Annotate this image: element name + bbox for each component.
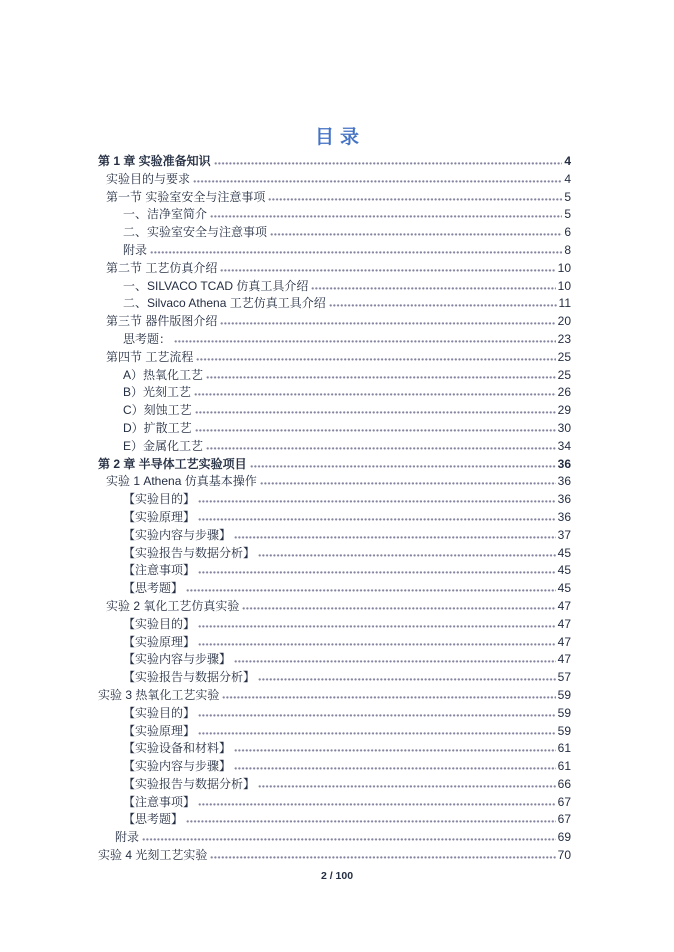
toc-leader-dots	[195, 429, 556, 432]
toc-entry-page: 47	[557, 652, 571, 667]
toc-leader-dots	[220, 269, 555, 272]
toc-leader-dots	[234, 749, 556, 752]
toc-leader-dots	[210, 215, 562, 218]
toc-entry[interactable]	[0, 598, 674, 616]
toc-entry-label: 【实验报告与数据分析】	[123, 545, 256, 560]
toc-leader-dots	[311, 287, 555, 290]
toc-entry-label: 【注意事项】	[123, 794, 196, 809]
toc-entry[interactable]	[0, 616, 674, 634]
toc-entry-page: 5	[564, 207, 571, 222]
toc-entry-page: 67	[557, 812, 571, 827]
toc-entry[interactable]	[0, 794, 674, 812]
toc-leader-dots	[258, 554, 556, 557]
toc-list	[0, 153, 674, 865]
toc-leader-dots	[220, 322, 555, 325]
toc-entry-page: 59	[557, 687, 571, 702]
toc-leader-dots	[206, 447, 556, 450]
toc-entry[interactable]	[0, 705, 674, 723]
toc-entry[interactable]	[0, 562, 674, 580]
toc-entry-page: 61	[557, 759, 571, 774]
toc-entry[interactable]	[0, 153, 674, 171]
toc-entry-page: 47	[557, 598, 571, 613]
toc-entry[interactable]	[0, 723, 674, 741]
toc-entry-page: 34	[557, 438, 571, 453]
toc-entry-page: 59	[557, 723, 571, 738]
toc-entry-page: 10	[557, 260, 571, 275]
toc-entry[interactable]	[0, 847, 674, 865]
toc-entry[interactable]	[0, 491, 674, 509]
toc-entry[interactable]	[0, 473, 674, 491]
toc-entry[interactable]	[0, 527, 674, 545]
toc-entry-label: 一、SILVACO TCAD 仿真工具介绍	[123, 278, 309, 293]
toc-entry-label: 【实验原理】	[123, 634, 196, 649]
toc-entry[interactable]	[0, 580, 674, 598]
toc-entry-label: 第一节 实验室安全与注意事项	[106, 189, 266, 204]
toc-entry[interactable]	[0, 242, 674, 260]
toc-leader-dots	[142, 838, 556, 841]
toc-entry-page: 36	[557, 474, 571, 489]
toc-entry-label: 第四节 工艺流程	[106, 349, 194, 364]
toc-entry-label: 第 2 章 半导体工艺实验项目	[98, 456, 247, 471]
toc-entry-label: 【思考题】	[123, 581, 184, 596]
toc-entry[interactable]	[0, 189, 674, 207]
toc-entry-page: 66	[557, 776, 571, 791]
toc-entry-page: 6	[564, 225, 571, 240]
toc-leader-dots	[329, 304, 557, 307]
toc-leader-dots	[258, 678, 556, 681]
toc-entry-label: A）热氧化工艺	[123, 367, 204, 382]
toc-entry-label: 实验 2 氧化工艺仿真实验	[106, 598, 240, 613]
toc-leader-dots	[186, 820, 556, 823]
toc-leader-dots	[150, 251, 562, 254]
toc-entry-page: 23	[557, 331, 571, 346]
toc-entry-page: 11	[558, 296, 571, 311]
toc-entry[interactable]	[0, 438, 674, 456]
toc-entry-label: 第二节 工艺仿真介绍	[106, 260, 218, 275]
toc-entry[interactable]	[0, 456, 674, 474]
toc-entry-page: 5	[564, 189, 571, 204]
toc-entry-page: 70	[557, 848, 571, 863]
toc-entry-label: 实验 4 光刻工艺实验	[98, 848, 208, 863]
toc-entry[interactable]	[0, 545, 674, 563]
toc-entry[interactable]	[0, 367, 674, 385]
toc-entry[interactable]	[0, 740, 674, 758]
toc-entry-page: 36	[557, 509, 571, 524]
toc-entry-label: C）刻蚀工艺	[123, 403, 192, 418]
toc-entry-label: 【实验设备和材料】	[123, 741, 232, 756]
toc-entry-page: 45	[557, 563, 571, 578]
toc-entry-label: 【实验原理】	[123, 723, 196, 738]
toc-entry-label: 【思考题】	[123, 812, 184, 827]
toc-entry-label: 二、实验室安全与注意事项	[123, 225, 268, 240]
toc-entry-page: 25	[557, 349, 571, 364]
toc-entry-page: 59	[557, 705, 571, 720]
toc-entry-page: 30	[557, 420, 571, 435]
toc-entry-page: 25	[557, 367, 571, 382]
page-title: 目录	[314, 127, 365, 148]
toc-entry-label: E）金属化工艺	[123, 438, 204, 453]
toc-entry[interactable]	[0, 260, 674, 278]
toc-entry-page: 37	[557, 527, 571, 542]
toc-leader-dots	[198, 500, 556, 503]
toc-entry[interactable]	[0, 206, 674, 224]
toc-leader-dots	[206, 376, 556, 379]
toc-leader-dots	[186, 589, 556, 592]
toc-leader-dots	[234, 767, 556, 770]
toc-leader-dots	[214, 162, 563, 165]
toc-entry-page: 36	[557, 492, 571, 507]
toc-entry[interactable]	[0, 313, 674, 331]
toc-entry-label: D）扩散工艺	[123, 420, 192, 435]
toc-leader-dots	[250, 465, 556, 468]
toc-leader-dots	[198, 732, 556, 735]
toc-entry[interactable]	[0, 384, 674, 402]
toc-entry[interactable]	[0, 758, 674, 776]
toc-entry-label: 实验 1 Athena 仿真基本操作	[106, 474, 257, 489]
toc-leader-dots	[198, 571, 556, 574]
toc-leader-dots	[193, 180, 562, 183]
toc-leader-dots	[196, 358, 555, 361]
toc-entry-label: 一、洁净室简介	[123, 207, 208, 222]
toc-entry[interactable]	[0, 278, 674, 296]
toc-leader-dots	[198, 714, 556, 717]
toc-entry-page: 10	[557, 278, 571, 293]
toc-entry-label: 【实验目的】	[123, 492, 196, 507]
toc-entry-label: 【实验报告与数据分析】	[123, 776, 256, 791]
toc-entry-label: 二、Silvaco Athena 工艺仿真工具介绍	[123, 296, 326, 311]
toc-entry-label: 实验 3 热氧化工艺实验	[98, 687, 220, 702]
page-number-indicator: 2 / 100	[320, 870, 354, 882]
toc-entry-label: 第三节 器件版图介绍	[106, 314, 218, 329]
toc-entry[interactable]	[0, 295, 674, 313]
toc-entry-page: 67	[557, 794, 571, 809]
toc-leader-dots	[198, 625, 556, 628]
toc-entry[interactable]	[0, 402, 674, 420]
toc-entry-page: 4	[564, 154, 571, 168]
toc-entry-label: 【实验报告与数据分析】	[123, 670, 256, 685]
toc-entry-label: 【实验内容与步骤】	[123, 759, 232, 774]
toc-leader-dots	[234, 536, 556, 539]
toc-leader-dots	[270, 233, 562, 236]
toc-entry-label: 【实验原理】	[123, 509, 196, 524]
toc-entry-label: 附录	[115, 830, 140, 845]
toc-entry-page: 45	[557, 545, 571, 560]
toc-entry-label: 思考题：	[123, 331, 172, 346]
toc-entry-page: 29	[557, 403, 571, 418]
toc-leader-dots	[195, 411, 556, 414]
toc-leader-dots	[174, 340, 556, 343]
toc-leader-dots	[260, 482, 556, 485]
toc-entry-label: 【实验目的】	[123, 705, 196, 720]
toc-entry[interactable]	[0, 349, 674, 367]
toc-entry-label: 第 1 章 实验准备知识	[98, 154, 211, 168]
toc-leader-dots	[198, 518, 556, 521]
toc-entry-label: 【实验目的】	[123, 616, 196, 631]
toc-entry-page: 4	[564, 171, 571, 186]
toc-entry[interactable]	[0, 331, 674, 349]
toc-entry-label: 【实验内容与步骤】	[123, 652, 232, 667]
toc-entry[interactable]	[0, 509, 674, 527]
toc-leader-dots	[198, 803, 556, 806]
toc-entry[interactable]	[0, 776, 674, 794]
toc-entry-page: 8	[564, 242, 571, 257]
toc-entry-page: 47	[557, 634, 571, 649]
toc-entry[interactable]	[0, 811, 674, 829]
toc-entry[interactable]	[0, 651, 674, 669]
toc-entry-page: 47	[557, 616, 571, 631]
toc-entry-label: 【实验内容与步骤】	[123, 527, 232, 542]
toc-entry[interactable]	[0, 420, 674, 438]
toc-entry-label: B）光刻工艺	[123, 385, 192, 400]
toc-entry[interactable]	[0, 634, 674, 652]
toc-entry-page: 45	[557, 581, 571, 596]
toc-entry[interactable]	[0, 669, 674, 687]
toc-entry-page: 20	[557, 314, 571, 329]
toc-leader-dots	[210, 856, 555, 859]
toc-leader-dots	[258, 785, 556, 788]
toc-leader-dots	[194, 393, 556, 396]
toc-leader-dots	[234, 660, 556, 663]
toc-entry[interactable]	[0, 171, 674, 189]
toc-entry[interactable]	[0, 224, 674, 242]
toc-entry[interactable]	[0, 687, 674, 705]
toc-entry-page: 61	[557, 741, 571, 756]
toc-entry-label: 实验目的与要求	[106, 171, 191, 186]
toc-entry-page: 36	[557, 456, 571, 471]
toc-entry-page: 26	[557, 385, 571, 400]
toc-entry-label: 【注意事项】	[123, 563, 196, 578]
toc-entry-page: 57	[557, 670, 571, 685]
toc-leader-dots	[268, 198, 562, 201]
toc-entry[interactable]	[0, 829, 674, 847]
toc-leader-dots	[222, 696, 555, 699]
toc-entry-label: 附录	[123, 242, 148, 257]
toc-leader-dots	[242, 607, 555, 610]
toc-entry-page: 69	[557, 830, 571, 845]
toc-leader-dots	[198, 643, 556, 646]
